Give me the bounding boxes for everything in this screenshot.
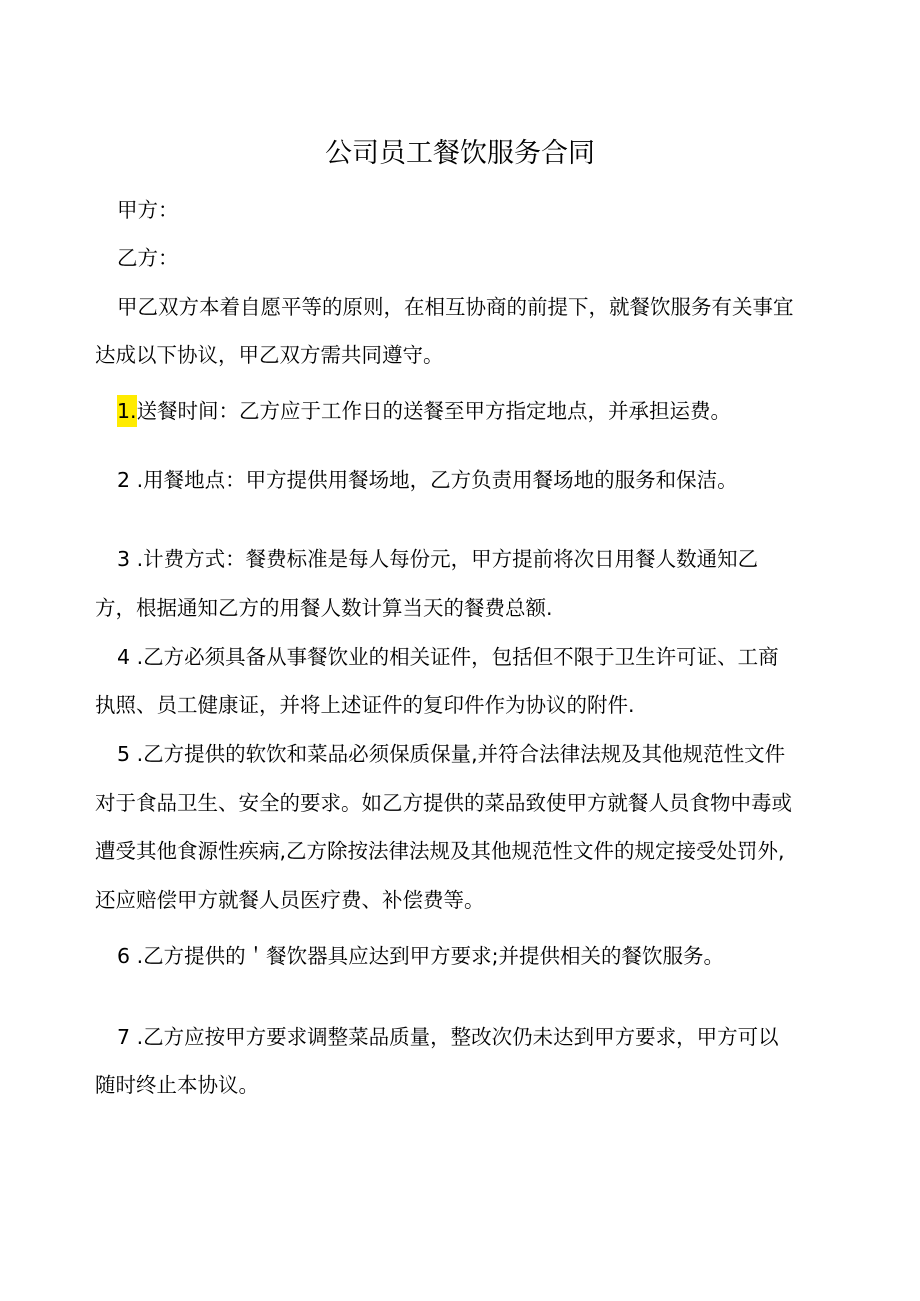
party-b-label: 乙方： — [117, 246, 179, 270]
clause-5-number: 5 — [117, 742, 131, 766]
clause-6-text: .乙方提供的＇餐饮器具应达到甲方要求;并提供相关的餐饮服务。 — [136, 944, 724, 968]
clause-7 — [117, 1023, 779, 1051]
clause-5 — [117, 740, 785, 768]
clause-4-number: 4 — [117, 645, 131, 669]
clause-5-line-4: 还应赔偿甲方就餐人员医疗费、补偿费等。 — [95, 888, 485, 912]
clause-7-line-2: 随时终止本协议。 — [95, 1073, 259, 1097]
party-a-label: 甲方： — [117, 198, 179, 222]
page-title: 公司员工餐饮服务合同 — [325, 138, 595, 169]
clause-3-number: 3 — [117, 547, 131, 571]
clause-6-number: 6 — [117, 944, 131, 968]
clause-1-text: 送餐时间：乙方应于工作日的送餐至甲方指定地点，并承担运费。 — [136, 399, 732, 423]
clause-5-text: .乙方提供的软饮和菜品必须保质保量,并符合法律法规及其他规范性文件 — [136, 742, 786, 766]
clause-2-number: 2 — [117, 468, 131, 492]
clause-4-line-2: 执照、员工健康证，并将上述证件的复印件作为协议的附件. — [95, 693, 635, 717]
clause-5-line-3: 遭受其他食源性疾病,乙方除按法律法规及其他规范性文件的规定接受处罚外, — [95, 839, 785, 863]
clause-3-line-2: 方，根据通知乙方的用餐人数计算当天的餐费总额. — [95, 596, 553, 620]
clause-3-text: .计费方式：餐费标准是每人每份元，甲方提前将次日用餐人数通知乙 — [136, 547, 759, 571]
clause-7-text: .乙方应按甲方要求调整菜品质量，整改次仍未达到甲方要求，甲方可以 — [136, 1025, 779, 1049]
clause-6 — [117, 942, 724, 970]
clause-5-line-2: 对于食品卫生、安全的要求。如乙方提供的菜品致使甲方就餐人员食物中毒或 — [95, 791, 792, 815]
clause-7-number: 7 — [117, 1025, 131, 1049]
clause-2 — [117, 466, 738, 494]
clause-4 — [117, 643, 779, 671]
intro-line-2: 达成以下协议，甲乙双方需共同遵守。 — [95, 343, 444, 367]
intro-line-1: 甲乙双方本着自愿平等的原则，在相互协商的前提下，就餐饮服务有关事宜 — [117, 295, 794, 319]
clause-3 — [117, 545, 758, 573]
clause-2-text: .用餐地点：甲方提供用餐场地，乙方负责用餐场地的服务和保洁。 — [136, 468, 738, 492]
clause-1 — [117, 397, 731, 425]
clause-1-number-highlight: 1. — [117, 395, 137, 427]
clause-4-text: .乙方必须具备从事餐饮业的相关证件，包括但不限于卫生许可证、工商 — [136, 645, 779, 669]
